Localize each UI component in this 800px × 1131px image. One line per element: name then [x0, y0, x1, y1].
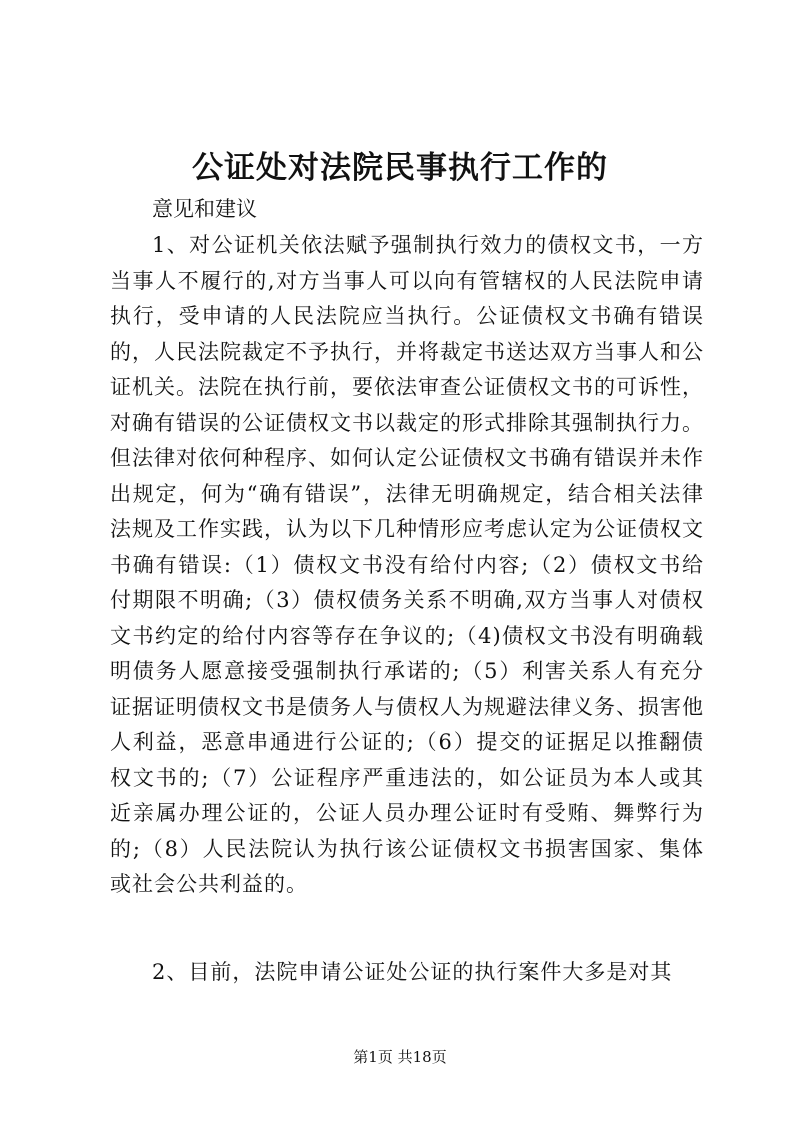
paragraph-2: 2、目前，法院申请公证处公证的执行案件大多是对其 — [152, 960, 673, 984]
paragraph-1: 1、对公证机关依法赋予强制执行效力的债权文书，一方当事人不履行的,对方当事人可以向有管辖权的人民法院申请执行，受申请的人民法院应当执行。公证债权文书确有错误的，人民法院裁定不予执行，并将裁定书送达双方当事人和公证机关。法院在执行前，要依法审查公证债权文书的可诉性，对确有错误的公证债权文书以裁定的形式排除其强制执行力。但法律对依何种程序、如何认定公证债权文书确有错误并未作出规定，何为“确有错误”，法律无明确规定，结合相关法律法规及工作实践，认为以下几种情形应考虑认定为公证债权文书确有错误:（1）债权文书没有给付内容;（2）债权文书给付期限不明确;（3）债权债务关系不明确,双方当事人对债权文书约定的给付内容等存在争议的;（4)债权文书没有明确载明债务人愿意接受强制执行承诺的;（5）利害关系人有充分证据证明债权文书是债务人与债权人为规避法律义务、损害他人利益，恶意串通进行公证的;（6）提交的证据足以推翻债权文书的;（7）公证程序严重违法的，如公证员为本人或其近亲属办理公证的，公证人员办理公证时有受贿、舞弊行为的;（8）人民法院认为执行该公证债权文书损害国家、集体或社会公共利益的。 — [110, 233, 704, 896]
document-title: 公证处对法院民事执行工作的 — [192, 150, 608, 186]
page-footer: 第1页 共18页 — [353, 1048, 447, 1066]
document-subtitle: 意见和建议 — [152, 197, 257, 221]
